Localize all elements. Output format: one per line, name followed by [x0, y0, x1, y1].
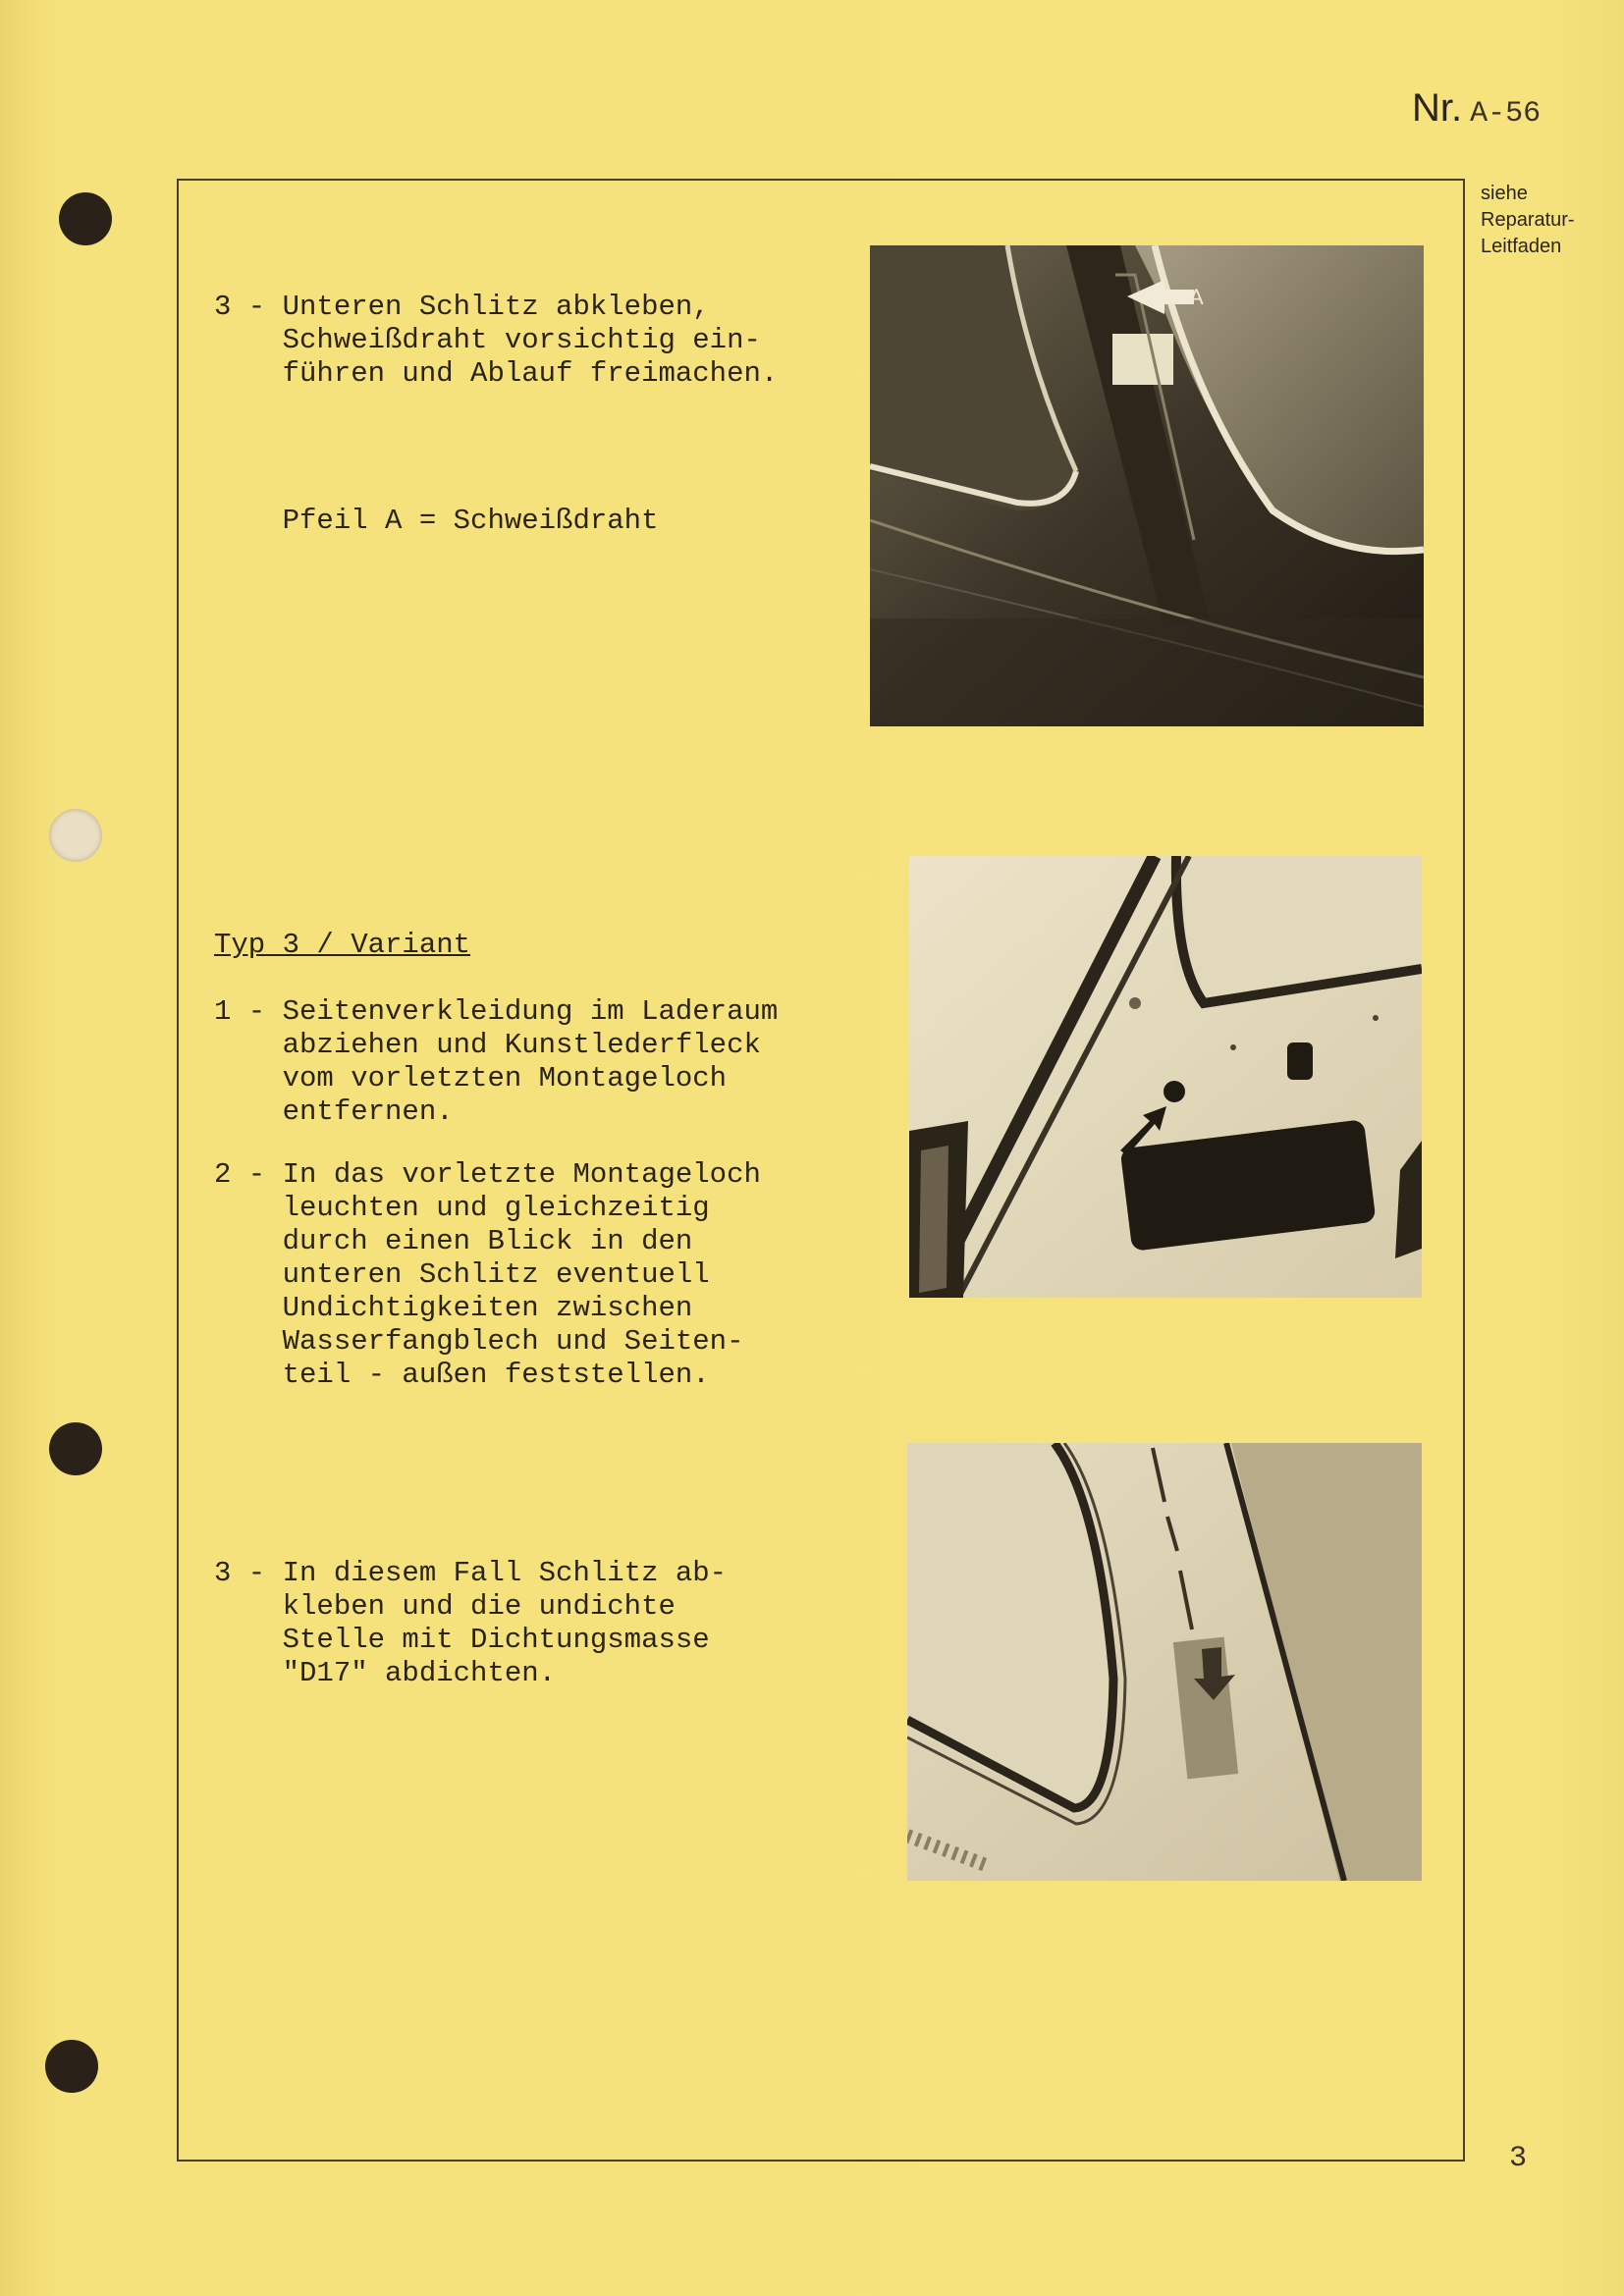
side-note [1481, 181, 1618, 260]
punch-hole-1 [59, 192, 112, 245]
text-line: kleben und die undichte [214, 1590, 676, 1623]
page-number: 3 [1509, 2142, 1528, 2175]
photo-window-drain-image [870, 245, 1424, 726]
text-line: abziehen und Kunstlederfleck [214, 1029, 761, 1061]
text-line: Stelle mit Dichtungsmasse [214, 1624, 710, 1656]
photo-slot-sealing-image [907, 1443, 1422, 1881]
text-line: vom vorletzten Montageloch [214, 1062, 728, 1095]
text-line: Wasserfangblech und Seiten- [214, 1325, 744, 1358]
photo-label-a: A [1189, 285, 1204, 309]
text-line: Schweißdraht vorsichtig ein- [214, 324, 761, 356]
punch-hole-4 [45, 2040, 98, 2093]
arrow-note: Pfeil A = Schweißdraht [214, 505, 659, 537]
section-heading-typ3-variant: Typ 3 / Variant [214, 929, 471, 961]
document-number [1412, 86, 1541, 131]
step-3b-text [214, 1557, 727, 1690]
photo-cargo-side-panel-image [909, 856, 1422, 1298]
step-3-text [214, 291, 778, 391]
text-line: 1 - Seitenverkleidung im Laderaum [214, 995, 779, 1028]
text-line: leuchten und gleichzeitig [214, 1192, 710, 1224]
photo-slot-sealing [907, 1443, 1422, 1881]
photo-cargo-side-panel [909, 856, 1422, 1298]
nr-label: Nr. [1412, 86, 1463, 130]
side-note-line: Reparatur- [1481, 209, 1575, 231]
text-line: 3 - In diesem Fall Schlitz ab- [214, 1557, 728, 1589]
side-note-line: Leitfaden [1481, 236, 1562, 257]
photo-window-drain [870, 245, 1424, 726]
step-2-text [214, 1158, 761, 1392]
step-1-text [214, 995, 778, 1129]
text-line: führen und Ablauf freimachen. [214, 357, 779, 390]
text-line: 2 - In das vorletzte Montageloch [214, 1158, 761, 1191]
text-line: Undichtigkeiten zwischen [214, 1292, 693, 1324]
text-line: durch einen Blick in den [214, 1225, 693, 1257]
text-line: "D17" abdichten. [214, 1657, 557, 1689]
punch-hole-3 [49, 1422, 102, 1475]
text-line: teil - außen feststellen. [214, 1359, 710, 1391]
text-line: unteren Schlitz eventuell [214, 1258, 710, 1291]
punch-hole-2 [49, 809, 102, 862]
doc-number-value: A-56 [1470, 97, 1542, 131]
text-line: entfernen. [214, 1095, 454, 1128]
text-line: 3 - Unteren Schlitz abkleben, [214, 291, 710, 323]
side-note-line: siehe [1481, 183, 1528, 204]
